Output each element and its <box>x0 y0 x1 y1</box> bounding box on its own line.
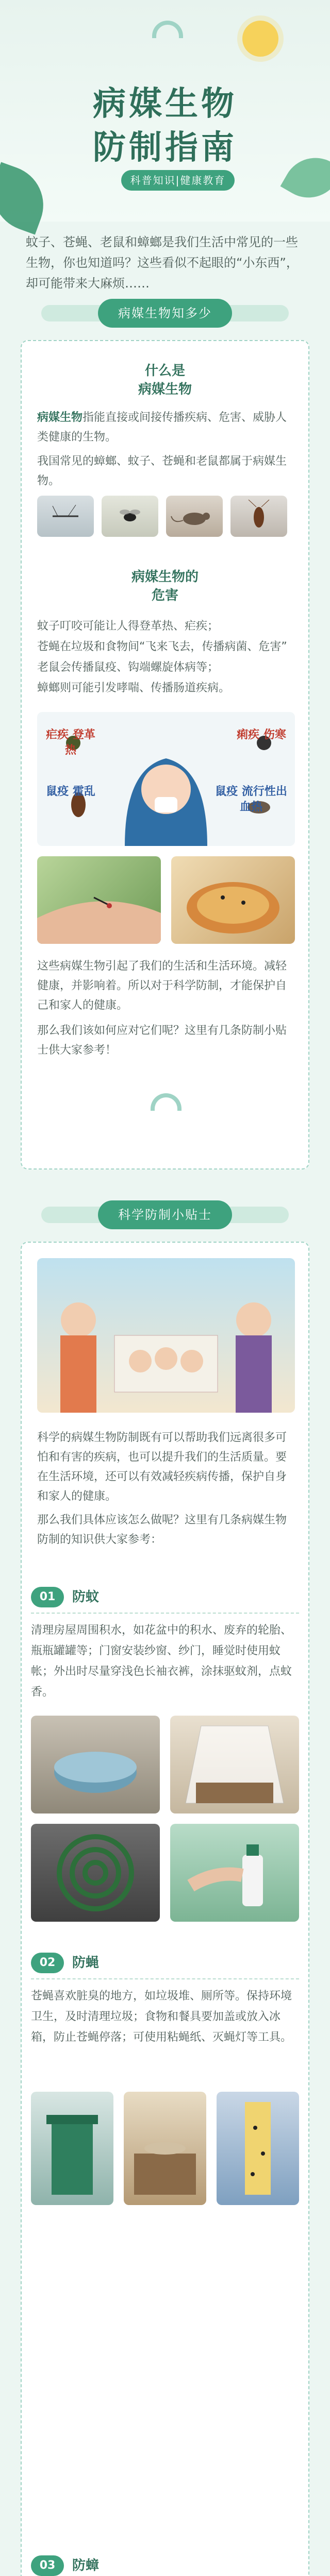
harm-summary-text: 这些病媒生物引起了我们的生活和生活环境。减轻健康，并影响着。所以对于科学防制，才能保护自己和家人的健康。 <box>37 960 287 1012</box>
tip-title: 防蝇 <box>72 1955 100 1971</box>
kitchen-photo <box>124 2092 206 2205</box>
cockroach-photo <box>230 496 287 537</box>
harm-text: 蚊子叮咬可能让人得登革热、疟疾； <box>37 620 219 633</box>
mosquito-icon <box>37 496 94 537</box>
page-title-line2: 防制指南 <box>93 129 237 167</box>
mosquito-bite-photo <box>37 856 161 944</box>
standing-water-photo <box>31 1716 160 1814</box>
harm-text: 蟑螂则可能引发哮喘、传播肠道疾病。 <box>37 682 230 694</box>
family-icon <box>37 1258 295 1413</box>
food-plate-icon <box>171 856 295 944</box>
section-banner <box>41 1200 289 1229</box>
harm-text: 老鼠会传播鼠疫、钩端螺旋体病等； <box>37 661 219 674</box>
card-title: 病媒生物 <box>138 382 192 397</box>
header <box>0 0 330 222</box>
trash-bins-photo <box>31 2092 113 2205</box>
card-title: 危害 <box>151 588 178 603</box>
fly-icon <box>102 496 158 537</box>
page-title-line1: 病媒生物 <box>93 85 237 123</box>
mosquito-coil-icon <box>31 1824 160 1922</box>
tip-text: 清理房屋周围积水，如花盆中的积水、废弃的轮胎、瓶瓶罐罐等；门窗安装纱窗、纱门，睡觉时使用蚊帐；外出时尽量穿浅色长袖衣裤，涂抹驱蚊剂，点蚊香。 <box>31 1624 292 1699</box>
rat-photo <box>166 496 223 537</box>
tip-number: 02 <box>31 1953 64 1973</box>
tip-title: 防蟑 <box>72 2558 100 2573</box>
tips-intro-text: 科学的病媒生物防制既有可以帮助我们远离很多可怕和有害的疾病，也可以提升我们的生活质量。要在生活环境，还可以有效减轻疾病传播，保护自身和家人的健康。 <box>37 1431 287 1503</box>
disease-label: 疟疾 登革热 <box>46 728 95 757</box>
mosquito-coil-photo <box>31 1824 160 1922</box>
bed-net-icon <box>170 1716 299 1814</box>
fly-trap-photo <box>217 2092 299 2205</box>
kitchen-icon <box>124 2092 206 2205</box>
mosquito-photo <box>37 496 94 537</box>
disease-label: 痢疾 伤寒 <box>237 728 286 741</box>
rainbow-icon <box>151 1093 182 1111</box>
tip-number: 03 <box>31 2555 64 2576</box>
disease-label: 鼠疫 流行性出血热 <box>215 785 287 814</box>
tips-intro-text2: 那么我们具体应该怎么做呢？这里有几条病媒生物防制的知识供大家参考： <box>37 1514 287 1546</box>
repellent-spray-photo <box>170 1824 299 1922</box>
water-bucket-icon <box>31 1716 160 1814</box>
tip-text: 苍蝇喜欢脏臭的地方，如垃圾堆、厕所等。保持环境卫生，及时清理垃圾；食物和餐具要加盖或放入冰箱，防止苍蝇停落；可使用粘蝇纸、灭蝇灯等工具。 <box>31 1990 292 2044</box>
harm-text: 苍蝇在垃圾和食物间“飞来飞去，传播病菌、危害” <box>37 640 287 653</box>
tip-number: 01 <box>31 1587 64 1607</box>
section-banner <box>41 299 289 328</box>
trash-bin-icon <box>31 2092 113 2205</box>
skin-bite-icon <box>37 856 161 944</box>
mosquito-net-photo <box>170 1716 299 1814</box>
intro-text: 蚊子、苍蝇、老鼠和蟑螂是我们生活中常见的一些生物，你也知道吗？这些看似不起眼的“小东西”，却可能带来大麻烦…… <box>26 235 299 291</box>
rat-icon <box>166 496 223 537</box>
disease-label: 鼠疫 霍乱 <box>46 785 95 798</box>
page-subtitle: 科普知识|健康教育 <box>121 170 235 191</box>
section-banner-label: 科学防制小贴士 <box>98 1200 232 1229</box>
fly-photo <box>102 496 158 537</box>
spray-bottle-icon <box>170 1824 299 1922</box>
card-title: 什么是 <box>144 363 185 379</box>
definition-text: 病媒生物指能直接或间接传播疾病、危害、威胁人类健康的生物。 <box>37 411 287 444</box>
section-banner-label: 病媒生物知多少 <box>98 299 232 328</box>
food-flies-photo <box>171 856 295 944</box>
sun-icon <box>242 21 278 57</box>
cockroach-icon <box>230 496 287 537</box>
info-card <box>21 340 309 1170</box>
family-reading-illustration <box>37 1258 295 1413</box>
definition-text2: 我国常见的蟑螂、蚊子、苍蝇和老鼠都属于病媒生物。 <box>37 455 287 487</box>
harm-transition-text: 那么我们该如何应对它们呢？这里有几条防制小贴士供大家参考！ <box>37 1024 287 1057</box>
card-title: 病媒生物的 <box>131 569 199 585</box>
tip-title: 防蚊 <box>72 1589 100 1605</box>
fly-paper-icon <box>217 2092 299 2205</box>
rainbow-icon <box>152 21 183 38</box>
leaf-icon <box>0 162 54 235</box>
